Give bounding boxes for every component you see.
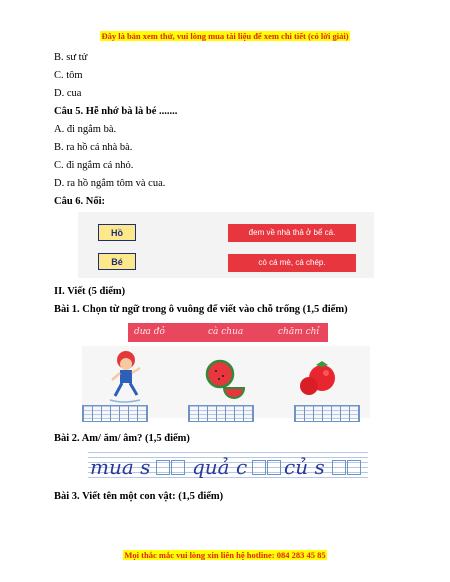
preview-notice [0, 26, 450, 44]
exercise-1-title: Bài 1. Chọn từ ngữ trong ô vuông để viết vào chỗ trống (1,5 điểm) [54, 304, 348, 315]
footer-hotline [0, 545, 450, 563]
writing-grid-3[interactable] [294, 405, 360, 422]
match-left-1: Hồ [98, 224, 136, 241]
fill-box-3a[interactable] [332, 460, 346, 475]
word-3: chăm chỉ [278, 327, 320, 337]
word-1: dưa đỏ [134, 327, 165, 337]
fill-box-2b[interactable] [267, 460, 281, 475]
question-5: Câu 5. Hễ nhớ bà là bé ....... [54, 106, 178, 117]
q5-option-a: A. đi ngắm bà. [54, 124, 117, 135]
exercise-2-title: Bài 2. Am/ ăm/ âm? (1,5 điểm) [54, 433, 190, 444]
preview-notice-text: Đây là bản xem thử, vui lòng mua tài liệu để xem chi tiết (có lời giải) [101, 31, 349, 41]
match-right-2: có cá mè, cá chép. [228, 254, 356, 272]
word-2: cà chua [208, 327, 244, 337]
q5-option-c: C. đi ngắm cá nhỏ. [54, 160, 134, 171]
tomato-icon [300, 361, 335, 395]
q5-option-b: B. ra hồ cá nhà bà. [54, 142, 133, 153]
handwriting-1: mua s [90, 455, 151, 479]
fill-box-2a[interactable] [252, 460, 266, 475]
footer-hotline-text: Mọi thắc mắc vui lòng xin liên hệ hotline: 084 283 45 85 [124, 550, 326, 560]
q5-option-d: D. ra hồ ngắm tôm và cua. [54, 178, 166, 189]
section-2-title: II. Viết (5 điểm) [54, 286, 126, 297]
exercise-3-title: Bài 3. Viết tên một con vật: (1,5 điểm) [54, 491, 224, 502]
matching-exercise [78, 212, 374, 278]
running-boy-icon [110, 351, 140, 402]
writing-grid-2[interactable] [188, 405, 254, 422]
answer-b: B. sư tử [54, 52, 88, 63]
fill-box-1a[interactable] [156, 460, 170, 475]
match-right-1: đem về nhà thả ở bể cá. [228, 224, 356, 242]
handwriting-2: quả c [192, 455, 248, 479]
watermelon-icon [207, 361, 244, 398]
word-bank [128, 323, 328, 342]
handwriting-3: củ s [284, 455, 325, 479]
match-left-2: Bé [98, 253, 136, 270]
writing-grid-1[interactable] [82, 405, 148, 422]
answer-c: C. tôm [54, 70, 83, 81]
question-6: Câu 6. Nối: [54, 196, 106, 207]
handwriting-exercise [88, 452, 368, 482]
fill-box-3b[interactable] [347, 460, 361, 475]
fill-box-1b[interactable] [171, 460, 185, 475]
answer-d: D. cua [54, 88, 82, 99]
